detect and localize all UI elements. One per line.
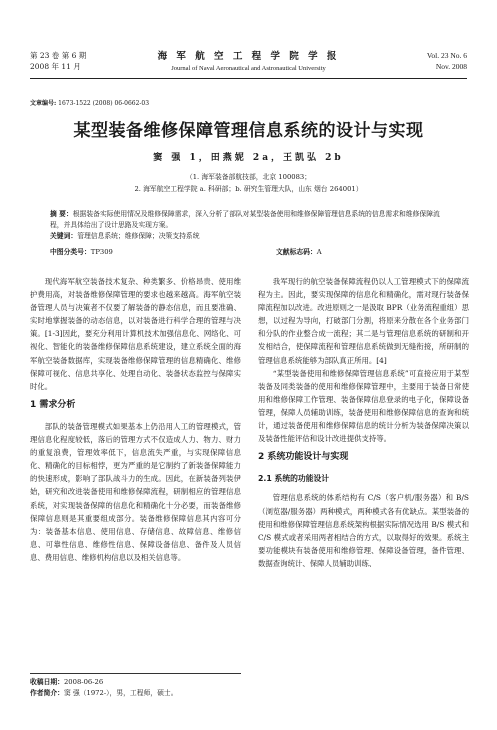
section-2-1-paragraph: 管理信息系统的体系结构有 C/S（客户机/服务器）和 B/S（浏览器/服务器）两种模式，两种模式各有优缺点。某型装备的使用和维修保障管理信息系统架构根据实际情况选用 B/S 模式和 C/S 模式或者采用两者相结合的方式，以取得好的效果。系统主要功能模块有装备使用和维修管理、保障设备管理，备件管理、数据查询统计、保障人员辅助训练、 bbox=[258, 493, 469, 568]
authors: 窦 强 1，田燕妮 2a，王凯弘 2b bbox=[153, 153, 344, 163]
doc-label: 文献标志码： bbox=[276, 248, 317, 256]
footnote bbox=[30, 673, 241, 699]
section-2-heading: 2 系统功能设计与实现 bbox=[258, 452, 349, 463]
left-column bbox=[30, 275, 241, 564]
author-bio-label: 作者简介： bbox=[30, 689, 64, 697]
clc-code bbox=[50, 248, 113, 256]
issue-date: 2008 年 11 月 bbox=[30, 62, 81, 71]
doc-value: A bbox=[316, 248, 322, 256]
article-id bbox=[30, 98, 149, 107]
journal-name-cn: 海 军 航 空 工 程 学 院 学 报 bbox=[157, 51, 340, 62]
right-paragraph-1: 我军现行的航空装备保障流程仍以人工管理模式下的保障流程为主。因此，要实现保障的信息化和精确化，需对现行装备保障流程加以改进。改进原则之一是汲取 BPR（业务流程重组）思想，以过程为导向，打破部门分割，将原来分散在各个业务部门和分队的作业整合成一流程；其二是与管理信息系统的研制和开发相结合，使保障流程和管理信息系统做到无缝衔接，所研制的管理信息系统能够为部队真正所用。[4] bbox=[258, 277, 469, 365]
received-date bbox=[30, 677, 241, 688]
affiliation-1: （1. 海军装备部航技部，北京 100083； bbox=[185, 173, 312, 181]
classification-row bbox=[50, 246, 450, 256]
clc-value: TP309 bbox=[90, 248, 113, 256]
affiliation-2: 2. 海军航空工程学院 a. 科研部；b. 研究生管理大队，山东 烟台 264001） bbox=[134, 185, 363, 193]
volume-issue-en: Vol. 23 No. 6 bbox=[426, 51, 467, 60]
author-bio-value: 窦 强（1972-），男，工程师，硕士。 bbox=[63, 689, 178, 697]
keywords bbox=[50, 231, 450, 242]
volume-info-en bbox=[427, 50, 467, 72]
article-id-value: 1673-1522 (2008) 06-0662-03 bbox=[58, 100, 150, 107]
abstract bbox=[50, 209, 450, 242]
received-label: 收稿日期： bbox=[30, 678, 64, 686]
section-1-heading: 1 需求分析 bbox=[30, 399, 76, 410]
doc-code bbox=[276, 246, 322, 256]
author-bio bbox=[30, 688, 241, 699]
journal-name-en: Journal of Naval Aeronautical and Astronautical University bbox=[171, 65, 326, 72]
article-id-label: 文章编号: bbox=[30, 100, 57, 107]
paper-title: 某型装备维修保障管理信息系统的设计与实现 bbox=[73, 121, 424, 141]
volume-info bbox=[30, 50, 86, 72]
abstract-label: 摘 要： bbox=[50, 210, 73, 218]
section-2-1-heading: 2.1 系统的功能设计 bbox=[258, 474, 330, 484]
issue-date-en: Nov. 2008 bbox=[435, 62, 467, 71]
section-1-paragraph: 部队的装备管理模式如果基本上仍沿用人工的管理模式，管理信息化程度较低，落后的管理方式不仅造成人力、物力、财力的重复浪费，管理效率低下，信息流失严重，与实现保障信息化、精确化的目标相悖，更为严重的是它制约了新装备保障能力的快速形成，影响了部队战斗力的生成。因此，在新装备列装伊始，研究和改进装备使用和维修保障流程，研制相应的管理信息系统，对实现装备保障的信息化和精确化十分必要，而装备维修保障信息则是其重要组成部分。装备维修保障信息其内容可分为：装备基本信息、使用信息、存储信息、故障信息、维修信息、可靠性信息、维修性信息、保障设备信息、备件及人员信息、费用信息、维修机构信息以及相关信息等。 bbox=[30, 421, 241, 562]
affiliations bbox=[0, 171, 497, 195]
keywords-label: 关键词： bbox=[50, 232, 78, 240]
received-value: 2008-06-26 bbox=[63, 678, 104, 686]
volume-issue: 第 23 卷 第 6 期 bbox=[30, 51, 87, 60]
right-column bbox=[258, 275, 469, 570]
right-paragraph-2: “某型装备使用和维修保障管理信息系统”可直接应用于某型装备及同类装备的使用和维修保障管理中，主要用于装备日常使用和维修保障工作管理、装备保障信息登录的电子化，保障设备管理，保障人员辅助训练，装备使用和维修保障信息的查询和统计，通过装备使用和维修保障信息的统计分析为装备保障决策以及装备性能评估和设计改进提供支持等。 bbox=[258, 368, 469, 444]
abstract-text: 根据装备实际使用情况及维修保障需求，深入分析了部队对某型装备使用和维修保障管理信息系统的信息需求和维修保障流程，并具体给出了设计思路及实现方案。 bbox=[50, 210, 440, 229]
keywords-text: 管理信息系统；维修保障；决策支持系统 bbox=[77, 232, 200, 240]
clc-label: 中图分类号： bbox=[50, 248, 91, 256]
abstract-body bbox=[50, 209, 450, 231]
journal-header bbox=[30, 44, 467, 79]
journal-title-block bbox=[140, 48, 357, 72]
intro-paragraph: 现代海军航空装备技术复杂、种类繁多、价格昂贵、使用维护费用高，对装备维修保障管理的要求也越来越高。海军航空装备管理人员与决策者不仅要了解装备的静态信息，而且要准确、实时地掌握装备的动态信息，以对装备进行科学合理的管理与决策。[1-3]因此，要充分利用计算机技术加强信息化、网络化、可视化、智能化的装备维修保障信息系统建设，建立系统全面的海军航空装备数据库，实现装备维修保障管理的信息精确化、维修保障可视化、信息共享化、处理自动化、装备状态监控与保障实时化。 bbox=[30, 277, 241, 391]
